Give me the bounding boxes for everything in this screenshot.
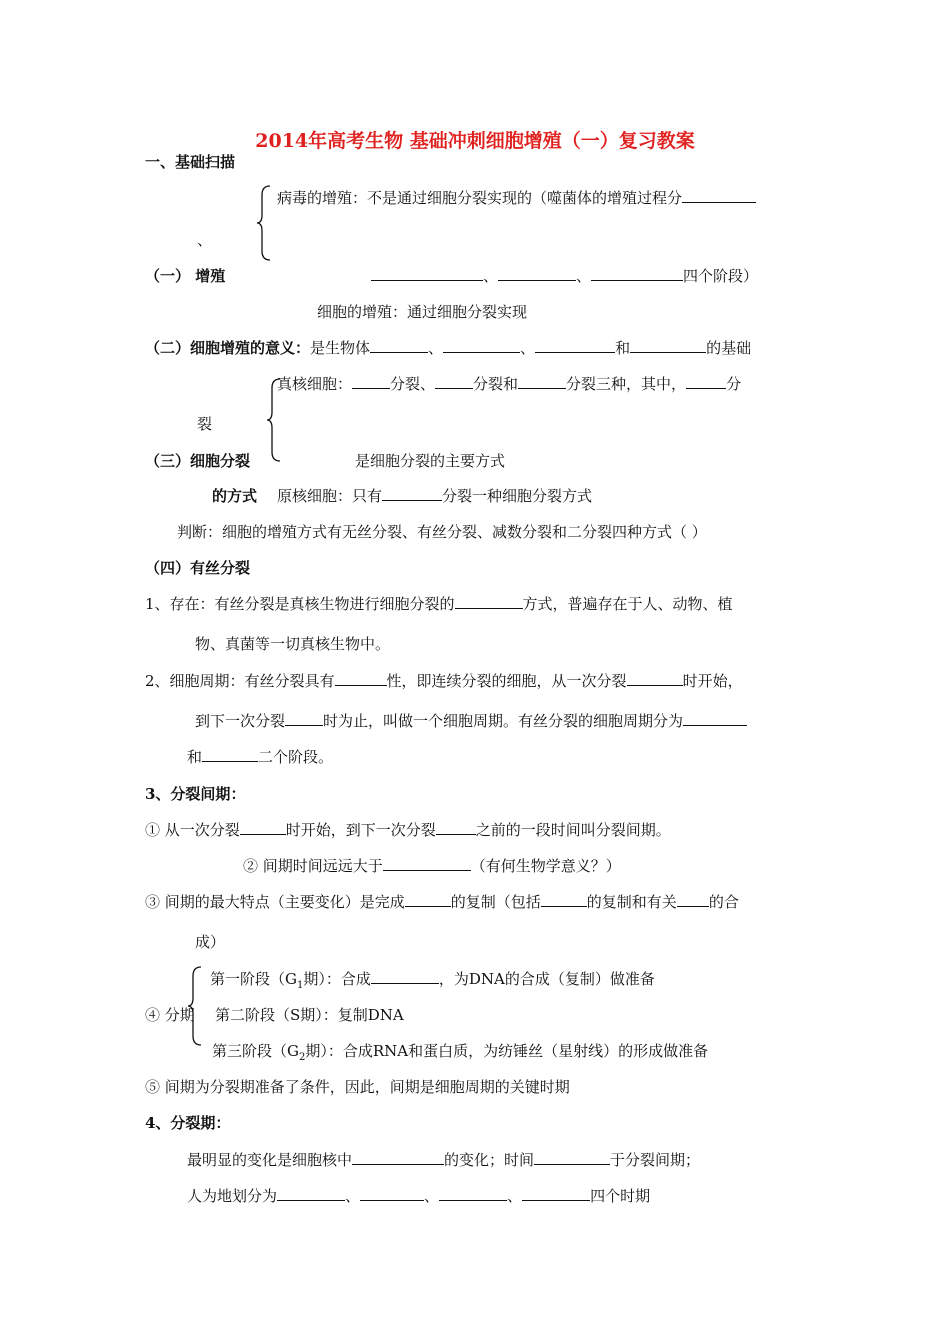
yiyi-line: （二）细胞增殖的意义：是生物体 、 、 和 的基础 xyxy=(145,339,752,357)
blank[interactable] xyxy=(518,374,566,389)
blank[interactable] xyxy=(360,1186,424,1201)
brace-zengzhi xyxy=(256,185,272,261)
blank[interactable] xyxy=(686,374,726,389)
blank[interactable] xyxy=(522,1186,590,1201)
page-title: 2014年高考生物 基础冲刺细胞增殖（一）复习教案 xyxy=(255,130,695,152)
blank[interactable] xyxy=(682,188,756,203)
c3-line2: 成） xyxy=(195,933,226,951)
fl1-line: 最明显的变化是细胞核中 的变化；时间 于分裂间期； xyxy=(187,1151,701,1169)
phase-g2: 第三阶段（$G_2$期）：合成RNA和蛋白质，为纺锤丝（星射线）的形成做准备 xyxy=(212,1042,709,1063)
yuanhe-line: 原核细胞：只有 分裂一种细胞分裂方式 xyxy=(277,487,593,505)
cell-zengzhi: 细胞的增殖：通过细胞分裂实现 xyxy=(317,303,528,321)
blank[interactable] xyxy=(683,711,747,726)
phase-s: 第二阶段（S期）：复制DNA xyxy=(215,1006,404,1024)
blank[interactable] xyxy=(202,747,258,762)
blank[interactable] xyxy=(677,892,709,907)
blank[interactable] xyxy=(439,1186,507,1201)
p1-line2: 物、真菌等一切真核生物中。 xyxy=(195,635,391,653)
blank[interactable] xyxy=(335,671,387,686)
blank[interactable] xyxy=(371,969,439,984)
blank[interactable] xyxy=(591,266,683,281)
blank[interactable] xyxy=(443,338,520,353)
c2-line: ② 间期时间远远大于 （有何生物学意义？） xyxy=(243,857,621,875)
c5-line: ⑤ 间期为分裂期准备了条件，因此，间期是细胞周期的关键时期 xyxy=(145,1078,570,1096)
blank[interactable] xyxy=(370,338,428,353)
section-mitosis: （四）有丝分裂 xyxy=(145,559,251,577)
blank[interactable] xyxy=(277,1186,345,1201)
p2-line2: 到下一次分裂 时为止，叫做一个细胞周期。有丝分裂的细胞周期分为 xyxy=(195,711,747,731)
blank[interactable] xyxy=(435,374,473,389)
blank[interactable] xyxy=(352,1150,444,1165)
blank[interactable] xyxy=(405,892,451,907)
virus-line: 病毒的增殖：不是通过细胞分裂实现的（噬菌体的增殖过程分 xyxy=(277,188,756,208)
blank[interactable] xyxy=(630,338,706,353)
c3-line1: ③ 间期的最大特点（主要变化）是完成 的复制（包括 的复制和有关 的合 xyxy=(145,893,739,911)
blank[interactable] xyxy=(455,594,523,609)
fl2-line: 人为地划分为 、 、 、 四个时期 xyxy=(187,1187,651,1205)
virus-dun: 、 xyxy=(197,231,213,249)
blank[interactable] xyxy=(534,1150,610,1165)
zhenhe-lie: 裂 xyxy=(197,415,213,433)
blank[interactable] xyxy=(382,486,442,501)
p2-line1: 2、细胞周期：有丝分裂具有 性，即连续分裂的细胞，从一次分裂 时开始， xyxy=(145,672,743,690)
blank[interactable] xyxy=(535,338,615,353)
panduan: 判断：细胞的增殖方式有无丝分裂、有丝分裂、减数分裂和二分裂四种方式（ ） xyxy=(177,523,707,541)
phase-g1: 第一阶段（$G_1$期）：合成 ，为DNA的合成（复制）做准备 xyxy=(210,970,655,991)
blank[interactable] xyxy=(371,266,483,281)
zhenhe-line: 真核细胞： 分裂、 分裂和 分裂三种，其中， 分 xyxy=(277,375,742,393)
section-basic-scan: 一、基础扫描 xyxy=(145,153,236,171)
blank[interactable] xyxy=(285,711,323,726)
blank[interactable] xyxy=(436,820,476,835)
p4-title: 4、分裂期： xyxy=(145,1114,231,1132)
c1-line: ① 从一次分裂 时开始，到下一次分裂 之前的一段时间叫分裂间期。 xyxy=(145,821,671,839)
p3-title: 3、分裂间期： xyxy=(145,785,246,803)
blank[interactable] xyxy=(541,892,587,907)
label-fangshi-1: （三）细胞分裂 xyxy=(145,452,251,470)
blank[interactable] xyxy=(627,671,683,686)
fangshi-main: 是细胞分裂的主要方式 xyxy=(355,452,506,470)
label-fangshi-2: 的方式 xyxy=(212,487,258,505)
label-zengzhi: （一） 增殖 xyxy=(145,267,226,285)
blank[interactable] xyxy=(498,266,576,281)
zengzhi-stages: 、 、 四个阶段） xyxy=(371,266,758,286)
p2-line3: 和 二个阶段。 xyxy=(187,748,334,766)
blank[interactable] xyxy=(383,856,471,871)
blank[interactable] xyxy=(352,374,390,389)
p1-line1: 1、存在：有丝分裂是真核生物进行细胞分裂的 方式，普遍存在于人、动物、植 xyxy=(145,595,733,613)
c4-label: ④ 分期 xyxy=(145,1006,195,1024)
blank[interactable] xyxy=(240,820,286,835)
